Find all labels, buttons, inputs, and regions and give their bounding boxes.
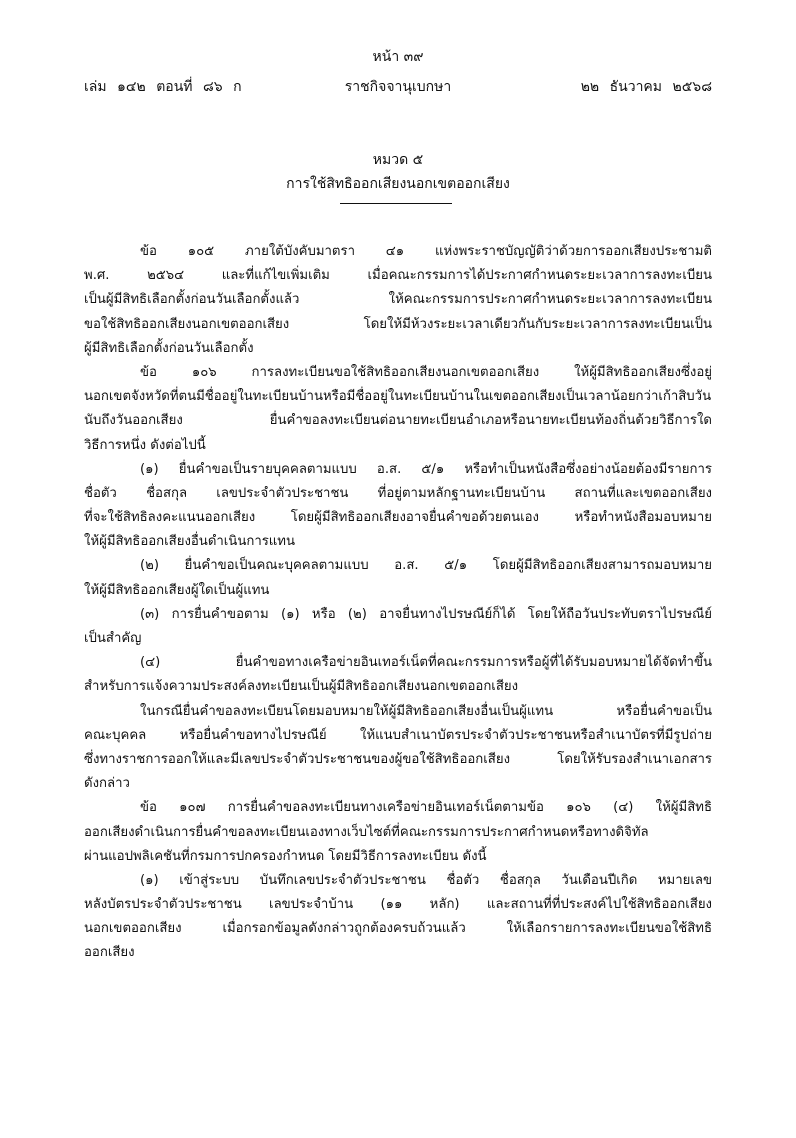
text-line: ข้อ ๑๐๗ การยื่นคำขอลงทะเบียนทางเครือข่ายอินเทอร์เน็ตตามข้อ ๑๐๖ (๔) ให้ผู้มีสิทธิ: [140, 800, 712, 816]
text-line: ออกเสียง: [84, 945, 135, 961]
text-line: (๔) ยื่นคำขอทางเครือข่ายอินเทอร์เน็ตที่คณะกรรมการหรือผู้ที่ได้รับมอบหมายได้จัดทำขึ้น: [140, 655, 712, 671]
text-line: นับถึงวันออกเสียง ยื่นคำขอลงทะเบียนต่อนายทะเบียนอำเภอหรือนายทะเบียนท้องถิ่นด้วยวิธีการใด: [84, 413, 712, 429]
body-text: [84, 240, 712, 966]
text-line: ผู้มีสิทธิเลือกตั้งก่อนวันเลือกตั้ง: [84, 340, 254, 356]
gazette-title: ราชกิจจานุเบกษา: [344, 79, 452, 95]
text-line: หลังบัตรประจำตัวประชาชน เลขประจำบ้าน (๑๑ หลัก) และสถานที่ที่ประสงค์ไปใช้สิทธิออกเสียง: [84, 897, 712, 913]
text-line: ซึ่งทางราชการออกให้และมีเลขประจำตัวประชาชนของผู้ขอใช้สิทธิออกเสียง โดยให้รับรองสำเนาเอกสาร: [84, 751, 712, 767]
text-line: สำหรับการแจ้งความประสงค์ลงทะเบียนเป็นผู้มีสิทธิออกเสียงนอกเขตออกเสียง: [84, 679, 519, 695]
chapter-title: หมวด ๕: [372, 152, 424, 168]
text-line: ชื่อตัว ชื่อสกุล เลขประจำตัวประชาชน ที่อยู่ตามหลักฐานทะเบียนบ้าน สถานที่และเขตออกเสียง: [84, 485, 712, 501]
text-line: ข้อ ๑๐๖ การลงทะเบียนขอใช้สิทธิออกเสียงนอกเขตออกเสียง ให้ผู้มีสิทธิออกเสียงซึ่งอยู่: [140, 364, 712, 380]
title-divider: [340, 203, 452, 204]
text-line: ให้ผู้มีสิทธิออกเสียงผู้ใดเป็นผู้แทน: [84, 582, 270, 598]
text-line: ที่จะใช้สิทธิลงคะแนนออกเสียง โดยผู้มีสิทธิออกเสียงอาจยื่นคำขอด้วยตนเอง หรือทำหนังสือมอบหมาย: [84, 510, 712, 526]
volume-issue: เล่ม ๑๔๒ ตอนที่ ๘๖ ก: [84, 79, 242, 95]
text-line: (๒) ยื่นคำขอเป็นคณะบุคคลตามแบบ อ.ส. ๕/๑ โดยผู้มีสิทธิออกเสียงสามารถมอบหมาย: [140, 558, 712, 574]
text-line: (๓) การยื่นคำขอตาม (๑) หรือ (๒) อาจยื่นทางไปรษณีย์ก็ได้ โดยให้ถือวันประทับตราไปรษณีย์: [140, 606, 712, 622]
publication-date: ๒๒ ธันวาคม ๒๕๖๘: [580, 79, 712, 95]
text-line: ให้ผู้มีสิทธิออกเสียงอื่นดำเนินการแทน: [84, 534, 296, 550]
page-number: หน้า ๓๙: [372, 49, 424, 65]
text-line: ออกเสียงดำเนินการยื่นคำขอลงทะเบียนเองทางเว็บไซต์ที่คณะกรรมการประกาศกำหนดหรือทางดิจิทัล: [84, 824, 649, 840]
text-line: ข้อ ๑๐๕ ภายใต้บังคับมาตรา ๔๑ แห่งพระราชบัญญัติว่าด้วยการออกเสียงประชามติ: [140, 244, 712, 259]
text-line: ในกรณียื่นคำขอลงทะเบียนโดยมอบหมายให้ผู้มีสิทธิออกเสียงอื่นเป็นผู้แทน หรือยื่นคำขอเป็น: [140, 703, 712, 719]
text-line: เป็นสำคัญ: [84, 631, 142, 646]
text-line: นอกเขตออกเสียง เมื่อกรอกข้อมูลดังกล่าวถูกต้องครบถ้วนแล้ว ให้เลือกรายการลงทะเบียนขอใช้สิทธิ: [84, 921, 712, 937]
text-line: (๑) ยื่นคำขอเป็นรายบุคคลตามแบบ อ.ส. ๕/๑ หรือทำเป็นหนังสือซึ่งอย่างน้อยต้องมีรายการ: [140, 461, 712, 477]
text-line: คณะบุคคล หรือยื่นคำขอทางไปรษณีย์ ให้แนบสำเนาบัตรประจำตัวประชาชนหรือสำเนาบัตรที่มีรูปถ่าย: [84, 727, 712, 743]
text-line: (๑) เข้าสู่ระบบ บันทึกเลขประจำตัวประชาชน ชื่อตัว ชื่อสกุล วันเดือนปีเกิด หมายเลข: [140, 872, 712, 888]
gazette-header: [84, 76, 712, 98]
text-line: วิธีการหนึ่ง ดังต่อไปนี้: [84, 437, 206, 453]
text-line: ผ่านแอปพลิเคชันที่กรมการปกครองกำหนด โดยมีวิธีการลงทะเบียน ดังนี้: [84, 848, 487, 864]
text-line: นอกเขตจังหวัดที่ตนมีชื่ออยู่ในทะเบียนบ้านหรือมีชื่ออยู่ในทะเบียนบ้านในเขตออกเสียงเป็นเวลาน้อยกว่าเก้าสิบวัน: [84, 389, 712, 405]
text-line: เป็นผู้มีสิทธิเลือกตั้งก่อนวันเลือกตั้งแล้ว ให้คณะกรรมการประกาศกำหนดระยะเวลาการลงทะเบียน: [84, 292, 712, 308]
text-line: ดังกล่าว: [84, 776, 130, 792]
chapter-subtitle: การใช้สิทธิออกเสียงนอกเขตออกเสียง: [286, 176, 510, 192]
text-line: พ.ศ. ๒๕๖๔ และที่แก้ไขเพิ่มเติม เมื่อคณะกรรมการได้ประกาศกำหนดระยะเวลาการลงทะเบียน: [84, 268, 712, 284]
text-line: ขอใช้สิทธิออกเสียงนอกเขตออกเสียง โดยให้มีห้วงระยะเวลาเดียวกันกับระยะเวลาการลงทะเบียนเป็น: [84, 316, 712, 332]
